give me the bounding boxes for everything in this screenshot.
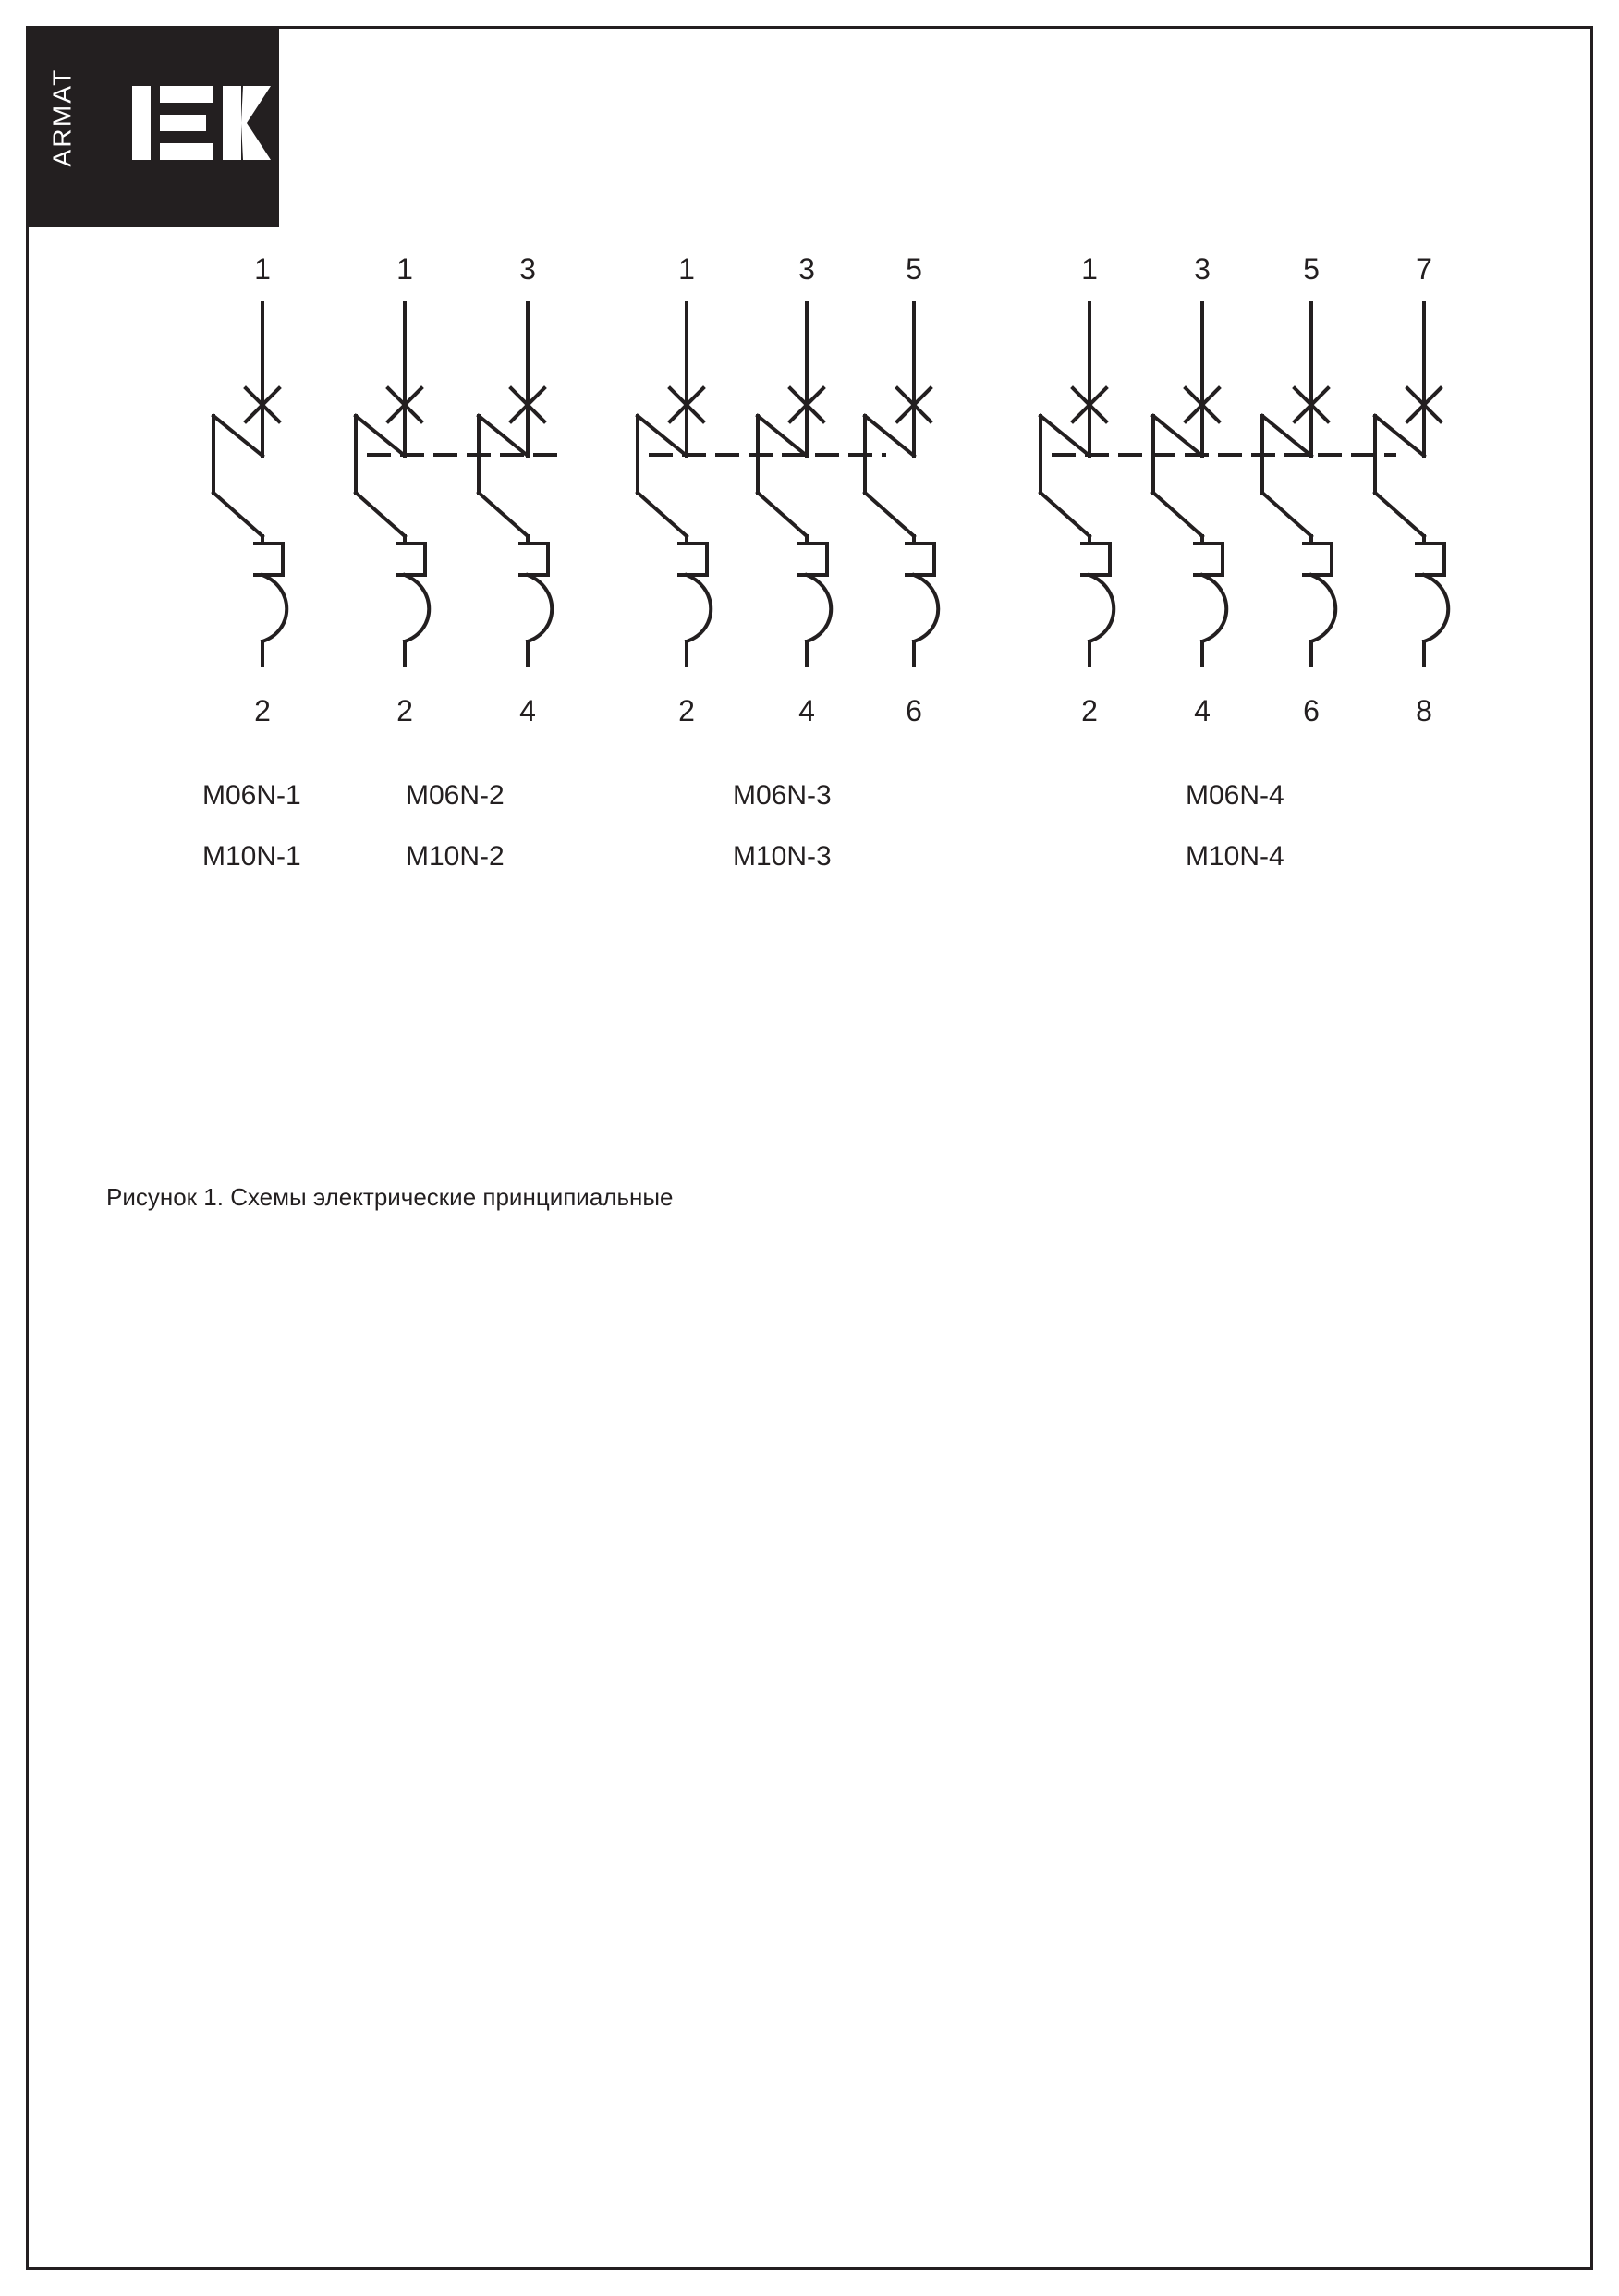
schematic-diagram xyxy=(29,231,1590,1155)
terminal-label-bottom: 2 xyxy=(1081,694,1098,727)
terminal-label-top: 5 xyxy=(1303,252,1320,286)
model-name: M06N-2 xyxy=(406,780,505,811)
terminal-label-bottom: 4 xyxy=(519,694,536,727)
terminal-label-bottom: 6 xyxy=(1303,694,1320,727)
terminal-label-bottom: 2 xyxy=(396,694,413,727)
terminal-label-bottom: 6 xyxy=(906,694,922,727)
brand-vertical-text: ARMAT xyxy=(47,67,77,167)
terminal-label-bottom: 8 xyxy=(1416,694,1432,727)
iek-logo-icon xyxy=(130,80,278,165)
terminal-label-bottom: 2 xyxy=(254,694,271,727)
terminal-label-top: 3 xyxy=(1194,252,1211,286)
terminal-label-top: 1 xyxy=(254,252,271,286)
model-name: M10N-2 xyxy=(406,841,505,872)
figure-caption: Рисунок 1. Схемы электрические принципиальные xyxy=(106,1183,674,1211)
model-name: M10N-1 xyxy=(202,841,301,872)
terminal-label-top: 1 xyxy=(678,252,695,286)
brand-vertical-text-container xyxy=(29,29,95,227)
model-name: M10N-3 xyxy=(733,841,832,872)
terminal-label-bottom: 2 xyxy=(678,694,695,727)
terminal-label-top: 1 xyxy=(1081,252,1098,286)
model-name: M06N-3 xyxy=(733,780,832,811)
terminal-label-bottom: 4 xyxy=(798,694,815,727)
terminal-label-top: 3 xyxy=(519,252,536,286)
model-name: M06N-1 xyxy=(202,780,301,811)
terminal-label-bottom: 4 xyxy=(1194,694,1211,727)
terminal-label-top: 7 xyxy=(1416,252,1432,286)
terminal-label-top: 5 xyxy=(906,252,922,286)
model-name: M10N-4 xyxy=(1186,841,1284,872)
model-name: M06N-4 xyxy=(1186,780,1284,811)
terminal-label-top: 3 xyxy=(798,252,815,286)
terminal-label-top: 1 xyxy=(396,252,413,286)
brand-block xyxy=(29,29,279,227)
